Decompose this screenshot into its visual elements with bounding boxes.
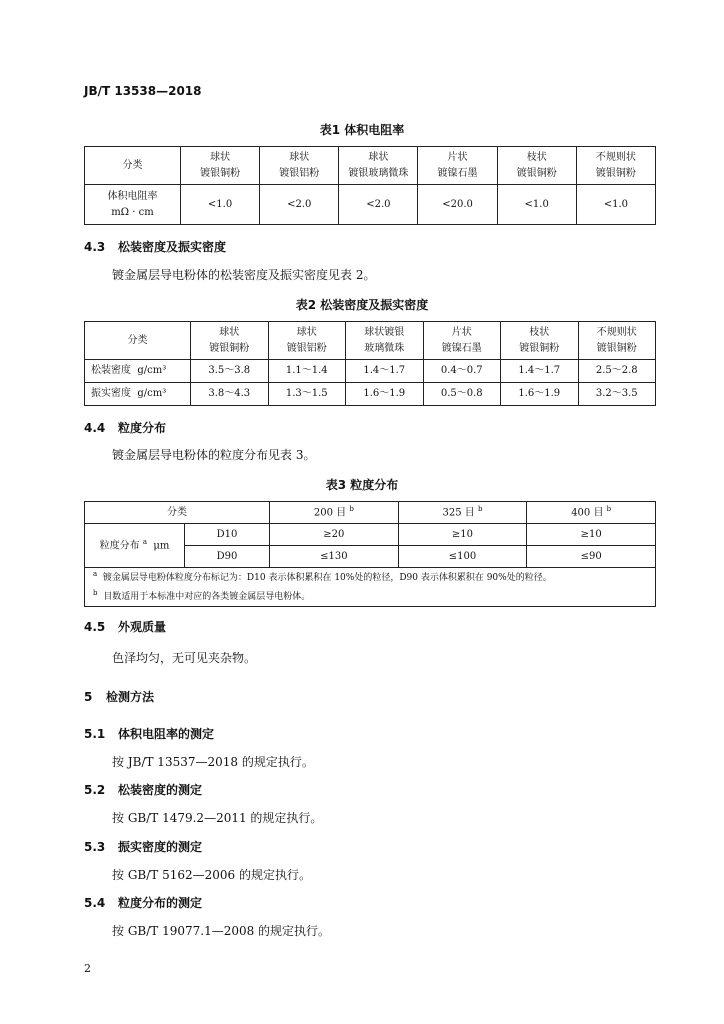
table2-cell: 3.5～3.8 — [191, 360, 269, 383]
table2-cell: 1.6～1.9 — [501, 383, 579, 406]
page-number: 2 — [84, 962, 91, 975]
section-heading: 4.3 松装密度及振实密度 — [84, 240, 227, 254]
table2-row-label: 松装密度 g/cm³ — [85, 360, 191, 383]
table1-col-header: 不规则状 镀银铜粉 — [576, 147, 655, 185]
section-heading: 4.4 粒度分布 — [84, 421, 167, 435]
table3-col-header: 325 目 $^b$ — [398, 502, 527, 524]
table1-col-header: 枝状 镀银铜粉 — [497, 147, 576, 185]
table2-cell: 1.4～1.7 — [346, 360, 424, 383]
section-text: 镀金属层导电粉体的松装密度及振实密度见表 2。 — [112, 268, 376, 282]
section-heading: 5.1 体积电阻率的测定 — [84, 727, 215, 741]
table3-row — [85, 524, 656, 546]
table2-category-label: 分类 — [85, 322, 191, 360]
table3-subrow-label: D90 — [185, 546, 270, 568]
table2-col-header: 球状 镀银铝粉 — [268, 322, 346, 360]
section-text: 镀金属层导电粉体的粒度分布见表 3。 — [112, 448, 316, 462]
section-text: 按 GB/T 1479.2—2011 的规定执行。 — [112, 811, 323, 825]
table3-caption: 表3 粒度分布 — [325, 478, 399, 492]
table2-cell: 1.1～1.4 — [268, 360, 346, 383]
table2-cell: 0.4～0.7 — [423, 360, 501, 383]
table2-row — [85, 383, 656, 406]
table1 — [84, 146, 656, 225]
section-text: 色泽均匀，无可见夹杂物。 — [112, 651, 257, 665]
section-heading: 5.3 振实密度的测定 — [84, 840, 203, 854]
table1-row — [85, 185, 656, 225]
section-text: 按 JB/T 13537—2018 的规定执行。 — [112, 755, 314, 769]
table1-cell: <1.0 — [576, 185, 655, 225]
table2-cell: 3.8～4.3 — [191, 383, 269, 406]
table1-col-header: 球状 镀银铝粉 — [260, 147, 339, 185]
table1-col-header: 片状 镀镍石墨 — [418, 147, 497, 185]
table3-col-header: 400 目 $^b$ — [527, 502, 656, 524]
table2 — [84, 321, 656, 406]
section-heading: 5.4 粒度分布的测定 — [84, 896, 203, 910]
table3-note: $^a$ 镀金属层导电粉体粒度分布标记为：D10 表示体积累积在 10%处的粒径，D90 表示体积累积在 90%处的粒径。 — [93, 570, 552, 583]
table3-notes-row — [85, 568, 656, 607]
table2-row — [85, 360, 656, 383]
table2-cell: 0.5～0.8 — [423, 383, 501, 406]
table3-cell: ≥10 — [398, 524, 527, 546]
standard-header: JB/T 13538—2018 — [84, 84, 202, 98]
table3-cell: ≤100 — [398, 546, 527, 568]
table3-cell: ≥20 — [270, 524, 399, 546]
table3-cell: ≤90 — [527, 546, 656, 568]
table3-note: $^b$ 目数适用于本标准中对应的各类镀金属层导电粉体。 — [93, 589, 311, 603]
table2-header-row — [85, 322, 656, 360]
table2-row-label: 振实密度 g/cm³ — [85, 383, 191, 406]
table2-cell: 1.6～1.9 — [346, 383, 424, 406]
section-heading: 5.2 松装密度的测定 — [84, 783, 203, 797]
table3-header-row — [85, 502, 656, 524]
table1-row-label: 体积电阻率 mΩ · cm — [85, 185, 181, 225]
table1-header-row — [85, 147, 656, 185]
table1-col-header: 球状 镀银铜粉 — [181, 147, 260, 185]
table1-caption: 表1 体积电阻率 — [319, 123, 405, 137]
table1-cell: <2.0 — [260, 185, 339, 225]
table2-col-header: 球状 镀银铜粉 — [191, 322, 269, 360]
table3 — [84, 501, 656, 607]
section-heading: 4.5 外观质量 — [84, 620, 167, 634]
table2-cell: 3.2～3.5 — [578, 383, 656, 406]
chapter-heading: 5 检测方法 — [84, 690, 155, 704]
table1-col-header: 球状 镀银玻璃微珠 — [339, 147, 418, 185]
section-text: 按 GB/T 5162—2006 的规定执行。 — [112, 868, 311, 882]
section-text: 按 GB/T 19077.1—2008 的规定执行。 — [112, 924, 331, 938]
table2-cell: 1.3～1.5 — [268, 383, 346, 406]
table2-col-header: 枝状 镀银铜粉 — [501, 322, 579, 360]
table2-cell: 1.4～1.7 — [501, 360, 579, 383]
table2-caption: 表2 松装密度及振实密度 — [295, 298, 429, 312]
table2-col-header: 片状 镀镍石墨 — [423, 322, 501, 360]
table3-category-label: 分类 — [85, 502, 270, 524]
table1-cell: <1.0 — [497, 185, 576, 225]
table3-row-label: 粒度分布 $^a$ μm — [85, 524, 185, 568]
table3-col-header: 200 目 $^b$ — [270, 502, 399, 524]
table2-col-header: 不规则状 镀银铜粉 — [578, 322, 656, 360]
table1-cell: <2.0 — [339, 185, 418, 225]
table3-subrow-label: D10 — [185, 524, 270, 546]
table3-cell: ≥10 — [527, 524, 656, 546]
table1-cell: <1.0 — [181, 185, 260, 225]
table1-cell: <20.0 — [418, 185, 497, 225]
table1-category-label: 分类 — [85, 147, 181, 185]
table2-cell: 2.5～2.8 — [578, 360, 656, 383]
table3-cell: ≤130 — [270, 546, 399, 568]
table3-notes — [85, 568, 656, 607]
table2-col-header: 球状镀银 玻璃微珠 — [346, 322, 424, 360]
